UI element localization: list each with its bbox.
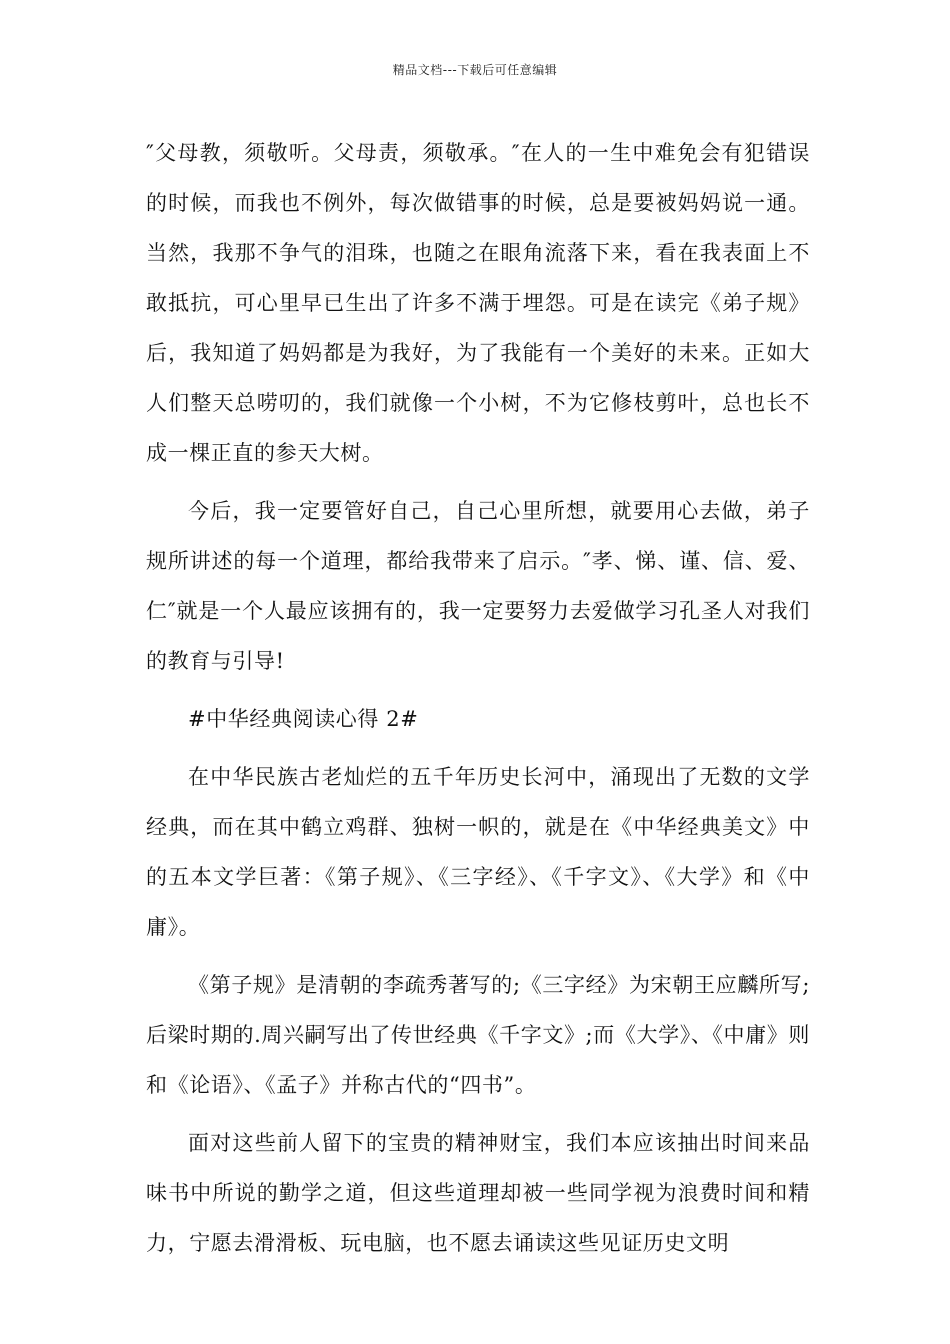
paragraph: 今后，我一定要管好自己，自己心里所想，就要用心去做，弟子规所讲述的每一个道理，都给我带来了启示。″孝、悌、谨、信、爱、仁″就是一个人最应该拥有的，我一定要努力去爱做学习孔圣人对我们的教育与引导! [146,499,810,673]
paragraph: ″父母教，须敬听。父母责，须敬承。″在人的一生中难免会有犯错误的时候，而我也不例外，每次做错事的时候，总是要被妈妈说一通。当然，我那不争气的泪珠，也随之在眼角流落下来，看在我表面上不敢抵抗，可心里早已生出了许多不满于埋怨。可是在读完《弟子规》后，我知道了妈妈都是为我好，为了我能有一个美好的未来。正如大人们整天总唠叨的，我们就像一个小树，不为它修枝剪叶，总也长不成一棵正直的参天大树。 [146,141,810,465]
section-heading: #中华经典阅读心得 2# [188,707,419,731]
paragraph: 在中华民族古老灿烂的五千年历史长河中，涌现出了无数的文学经典，而在其中鹤立鸡群、独树一帜的，就是在《中华经典美文》中的五本文学巨著：《第子规》、《三字经》、《千字文》、《大学》和《中庸》。 [146,765,810,939]
document-body [146,128,810,1276]
page-header: 精品文档---下载后可任意编辑 [392,63,558,77]
paragraph: 面对这些前人留下的宝贵的精神财宝，我们本应该抽出时间来品味书中所说的勤学之道，但这些道理却被一些同学视为浪费时间和精力，宁愿去滑滑板、玩电脑，也不愿去诵读这些见证历史文明 [146,1131,810,1255]
paragraph: 《第子规》是清朝的李疏秀著写的;《三字经》为宋朝王应麟所写;后梁时期的.周兴嗣写出了传世经典《千字文》;而《大学》、《中庸》则和《论语》、《孟子》并称古代的“四书”。 [146,973,810,1097]
